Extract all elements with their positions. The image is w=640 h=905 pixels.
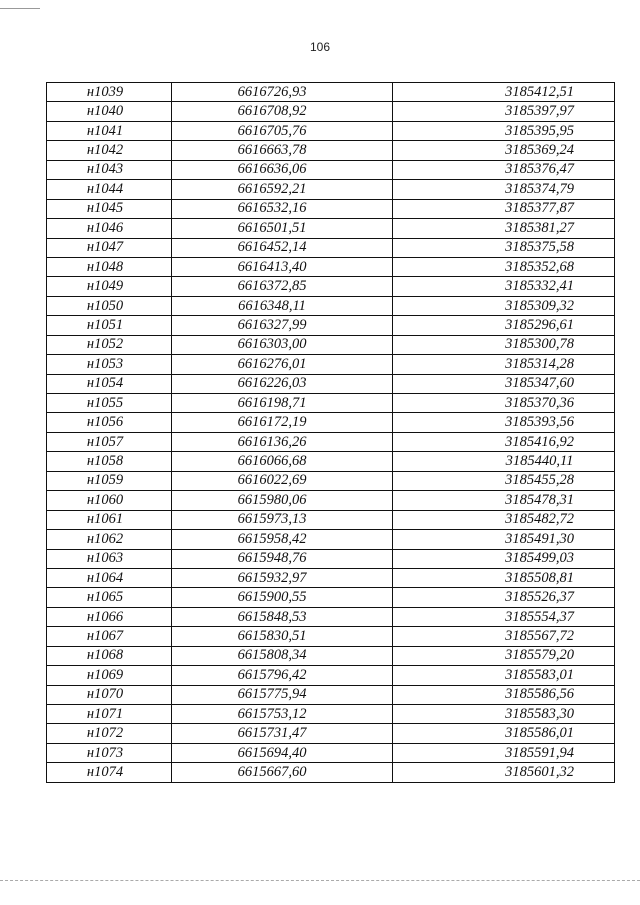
x-coordinate-cell: 6616348,11	[172, 296, 393, 315]
table-row	[47, 471, 615, 490]
x-coordinate-cell: 6616592,21	[172, 180, 393, 199]
table-row	[47, 763, 615, 782]
x-coordinate-cell: 6616636,06	[172, 160, 393, 179]
top-rule	[0, 8, 40, 9]
table-row	[47, 568, 615, 587]
table-row	[47, 141, 615, 160]
y-coordinate-cell: 3185375,58	[393, 238, 615, 257]
x-coordinate-cell: 6615980,06	[172, 491, 393, 510]
table-row	[47, 394, 615, 413]
point-id-cell: н1055	[47, 394, 172, 413]
point-id-cell: н1066	[47, 607, 172, 626]
x-coordinate-cell: 6616708,92	[172, 102, 393, 121]
point-id-cell: н1053	[47, 355, 172, 374]
table-row	[47, 588, 615, 607]
x-coordinate-cell: 6615932,97	[172, 568, 393, 587]
x-coordinate-cell: 6616226,03	[172, 374, 393, 393]
point-id-cell: н1041	[47, 121, 172, 140]
table-row	[47, 296, 615, 315]
x-coordinate-cell: 6615973,13	[172, 510, 393, 529]
point-id-cell: н1059	[47, 471, 172, 490]
y-coordinate-cell: 3185395,95	[393, 121, 615, 140]
x-coordinate-cell: 6616198,71	[172, 394, 393, 413]
table-row	[47, 646, 615, 665]
y-coordinate-cell: 3185591,94	[393, 743, 615, 762]
y-coordinate-cell: 3185309,32	[393, 296, 615, 315]
x-coordinate-cell: 6615948,76	[172, 549, 393, 568]
y-coordinate-cell: 3185554,37	[393, 607, 615, 626]
point-id-cell: н1056	[47, 413, 172, 432]
table-row	[47, 432, 615, 451]
x-coordinate-cell: 6616726,93	[172, 83, 393, 102]
y-coordinate-cell: 3185586,01	[393, 724, 615, 743]
x-coordinate-cell: 6615830,51	[172, 627, 393, 646]
point-id-cell: н1065	[47, 588, 172, 607]
point-id-cell: н1071	[47, 705, 172, 724]
table-row	[47, 180, 615, 199]
table-row	[47, 607, 615, 626]
table-row	[47, 238, 615, 257]
x-coordinate-cell: 6616372,85	[172, 277, 393, 296]
x-coordinate-cell: 6616136,26	[172, 432, 393, 451]
point-id-cell: н1048	[47, 257, 172, 276]
point-id-cell: н1040	[47, 102, 172, 121]
y-coordinate-cell: 3185499,03	[393, 549, 615, 568]
point-id-cell: н1074	[47, 763, 172, 782]
y-coordinate-cell: 3185412,51	[393, 83, 615, 102]
point-id-cell: н1042	[47, 141, 172, 160]
y-coordinate-cell: 3185583,01	[393, 666, 615, 685]
y-coordinate-cell: 3185376,47	[393, 160, 615, 179]
y-coordinate-cell: 3185491,30	[393, 530, 615, 549]
y-coordinate-cell: 3185347,60	[393, 374, 615, 393]
table-row	[47, 491, 615, 510]
table-row	[47, 121, 615, 140]
x-coordinate-cell: 6615808,34	[172, 646, 393, 665]
point-id-cell: н1047	[47, 238, 172, 257]
point-id-cell: н1060	[47, 491, 172, 510]
table-row	[47, 743, 615, 762]
point-id-cell: н1062	[47, 530, 172, 549]
x-coordinate-cell: 6615958,42	[172, 530, 393, 549]
x-coordinate-cell: 6616532,16	[172, 199, 393, 218]
point-id-cell: н1057	[47, 432, 172, 451]
point-id-cell: н1067	[47, 627, 172, 646]
y-coordinate-cell: 3185526,37	[393, 588, 615, 607]
y-coordinate-cell: 3185314,28	[393, 355, 615, 374]
x-coordinate-cell: 6616327,99	[172, 316, 393, 335]
y-coordinate-cell: 3185508,81	[393, 568, 615, 587]
table-row	[47, 316, 615, 335]
x-coordinate-cell: 6615796,42	[172, 666, 393, 685]
x-coordinate-cell: 6615731,47	[172, 724, 393, 743]
y-coordinate-cell: 3185567,72	[393, 627, 615, 646]
page-number: 106	[309, 40, 331, 54]
y-coordinate-cell: 3185377,87	[393, 199, 615, 218]
coordinates-table-body	[47, 83, 615, 783]
y-coordinate-cell: 3185579,20	[393, 646, 615, 665]
coordinates-table	[46, 82, 615, 783]
table-row	[47, 83, 615, 102]
table-row	[47, 724, 615, 743]
y-coordinate-cell: 3185478,31	[393, 491, 615, 510]
x-coordinate-cell: 6615848,53	[172, 607, 393, 626]
table-row	[47, 627, 615, 646]
point-id-cell: н1070	[47, 685, 172, 704]
y-coordinate-cell: 3185583,30	[393, 705, 615, 724]
x-coordinate-cell: 6616705,76	[172, 121, 393, 140]
table-row	[47, 549, 615, 568]
point-id-cell: н1050	[47, 296, 172, 315]
table-row	[47, 160, 615, 179]
point-id-cell: н1064	[47, 568, 172, 587]
table-row	[47, 102, 615, 121]
point-id-cell: н1039	[47, 83, 172, 102]
x-coordinate-cell: 6616452,14	[172, 238, 393, 257]
y-coordinate-cell: 3185374,79	[393, 180, 615, 199]
x-coordinate-cell: 6616066,68	[172, 452, 393, 471]
x-coordinate-cell: 6616172,19	[172, 413, 393, 432]
y-coordinate-cell: 3185440,11	[393, 452, 615, 471]
x-coordinate-cell: 6616303,00	[172, 335, 393, 354]
point-id-cell: н1051	[47, 316, 172, 335]
table-row	[47, 452, 615, 471]
table-row	[47, 257, 615, 276]
point-id-cell: н1072	[47, 724, 172, 743]
x-coordinate-cell: 6615775,94	[172, 685, 393, 704]
y-coordinate-cell: 3185296,61	[393, 316, 615, 335]
y-coordinate-cell: 3185601,32	[393, 763, 615, 782]
y-coordinate-cell: 3185586,56	[393, 685, 615, 704]
point-id-cell: н1046	[47, 219, 172, 238]
table-row	[47, 199, 615, 218]
table-row	[47, 335, 615, 354]
point-id-cell: н1054	[47, 374, 172, 393]
x-coordinate-cell: 6615900,55	[172, 588, 393, 607]
table-row	[47, 530, 615, 549]
x-coordinate-cell: 6616022,69	[172, 471, 393, 490]
y-coordinate-cell: 3185397,97	[393, 102, 615, 121]
y-coordinate-cell: 3185370,36	[393, 394, 615, 413]
y-coordinate-cell: 3185455,28	[393, 471, 615, 490]
y-coordinate-cell: 3185332,41	[393, 277, 615, 296]
y-coordinate-cell: 3185482,72	[393, 510, 615, 529]
x-coordinate-cell: 6616276,01	[172, 355, 393, 374]
point-id-cell: н1063	[47, 549, 172, 568]
point-id-cell: н1073	[47, 743, 172, 762]
point-id-cell: н1058	[47, 452, 172, 471]
point-id-cell: н1045	[47, 199, 172, 218]
table-row	[47, 510, 615, 529]
x-coordinate-cell: 6615753,12	[172, 705, 393, 724]
table-row	[47, 666, 615, 685]
table-row	[47, 685, 615, 704]
table-row	[47, 705, 615, 724]
point-id-cell: н1068	[47, 646, 172, 665]
x-coordinate-cell: 6616501,51	[172, 219, 393, 238]
table-row	[47, 413, 615, 432]
table-row	[47, 219, 615, 238]
bottom-rule	[0, 880, 640, 881]
point-id-cell: н1043	[47, 160, 172, 179]
x-coordinate-cell: 6616663,78	[172, 141, 393, 160]
table-row	[47, 355, 615, 374]
y-coordinate-cell: 3185369,24	[393, 141, 615, 160]
point-id-cell: н1069	[47, 666, 172, 685]
y-coordinate-cell: 3185416,92	[393, 432, 615, 451]
table-row	[47, 374, 615, 393]
y-coordinate-cell: 3185352,68	[393, 257, 615, 276]
point-id-cell: н1061	[47, 510, 172, 529]
y-coordinate-cell: 3185393,56	[393, 413, 615, 432]
point-id-cell: н1049	[47, 277, 172, 296]
y-coordinate-cell: 3185300,78	[393, 335, 615, 354]
x-coordinate-cell: 6616413,40	[172, 257, 393, 276]
point-id-cell: н1044	[47, 180, 172, 199]
table-row	[47, 277, 615, 296]
point-id-cell: н1052	[47, 335, 172, 354]
x-coordinate-cell: 6615667,60	[172, 763, 393, 782]
y-coordinate-cell: 3185381,27	[393, 219, 615, 238]
x-coordinate-cell: 6615694,40	[172, 743, 393, 762]
